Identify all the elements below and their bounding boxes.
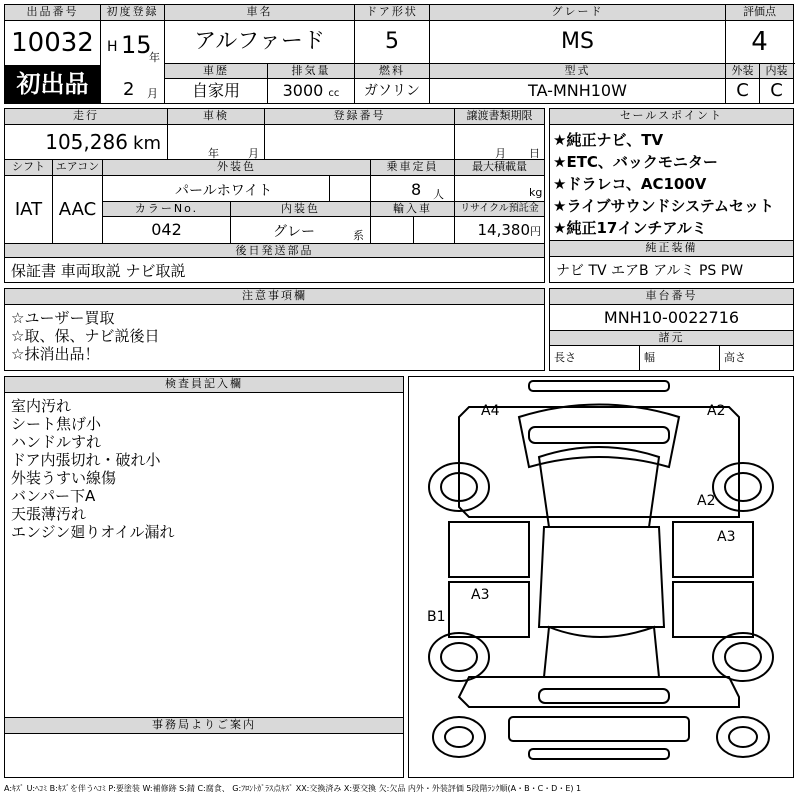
import-label: 輸入車: [371, 202, 455, 217]
capacity-unit: 人: [433, 188, 444, 201]
car-diagram-svg: [409, 377, 793, 777]
import-divider: [413, 217, 414, 243]
recycle-unit: 円: [530, 225, 541, 238]
mileage-label: 走行: [5, 109, 168, 125]
max-load-label: 最大積載量: [455, 160, 544, 176]
sales-point: ★純正ナビ、TV: [553, 131, 664, 149]
ext-color-value: パールホワイト: [175, 183, 273, 199]
chassis-value: MNH10-0022716: [550, 305, 793, 331]
lot-badge: 初出品: [5, 65, 101, 103]
mileage-value: 105,286: [45, 130, 128, 154]
sales-point: ★ドラレコ、AC100V: [553, 175, 707, 193]
history-value: 自家用: [165, 79, 268, 103]
chassis-block: [549, 288, 794, 371]
int-color-value: グレー: [273, 224, 315, 240]
header-block: [4, 4, 794, 104]
import-cell: [371, 217, 455, 243]
displacement-cell: [268, 79, 355, 103]
score-ext-label: 外装: [726, 64, 760, 79]
score-label: 評価点: [726, 5, 793, 21]
note-item: ☆取、保、ナビ説後日: [11, 327, 160, 345]
capacity-cell: [371, 176, 455, 202]
grade-value: MS: [430, 21, 726, 63]
mileage-cell: [5, 125, 168, 159]
sales-point: ★純正17インチアルミ: [553, 219, 707, 237]
capacity-value: 8: [411, 180, 422, 199]
door-value: 5: [355, 21, 430, 63]
shift-value: IAT: [5, 176, 53, 243]
car-name-value: アルファード: [165, 21, 355, 63]
inspector-item: ドア内張切れ・破れ小: [11, 451, 161, 469]
fuel-value: ガソリン: [355, 79, 430, 103]
score-int-value: C: [770, 80, 783, 101]
displacement-label: 排気量: [268, 64, 355, 79]
spec-height: 高さ: [724, 351, 746, 364]
first-reg-month-unit: 月: [147, 87, 158, 100]
damage-mark: A2: [707, 403, 726, 419]
transfer-cell: [455, 125, 544, 159]
sales-point: ★ETC、バックモニター: [553, 153, 718, 171]
damage-mark: A2: [697, 493, 716, 509]
inspection-year-unit: 年: [208, 147, 219, 159]
shift-label: シフト: [5, 160, 53, 176]
door-label: ドア形状: [355, 5, 430, 21]
chassis-label: 車台番号: [550, 289, 793, 305]
grade-label: グレード: [430, 5, 726, 21]
recycle-label: リサイクル預託金: [455, 202, 544, 217]
sales-point: ★ライブサウンドシステムセット: [553, 197, 775, 215]
color-no-value: 042: [103, 217, 231, 243]
color-no-label: カラーNo.: [103, 202, 231, 217]
int-color-label: 内装色: [231, 202, 371, 217]
transfer-day-unit: 日: [529, 147, 540, 159]
score-int-label: 内装: [760, 64, 793, 79]
first-reg-year-cell: [101, 21, 165, 65]
recycle-cell: [455, 217, 544, 243]
int-color-cell: [231, 217, 371, 243]
car-name-label: 車名: [165, 5, 355, 21]
specs-label: 諸元: [550, 331, 793, 346]
history-label: 車歴: [165, 64, 268, 79]
inspector-block: [4, 376, 404, 718]
max-load-unit: kg: [529, 186, 543, 199]
model-value: TA-MNH10W: [430, 79, 726, 103]
legend: A:ｷｽﾞ U:ﾍｺﾐ B:ｷｽﾞを伴うﾍｺﾐ P:要塗装 W:補修跡 S:錆 C:腐食、 G:ﾌﾛﾝﾄｶﾞﾗｽ点ｷｽﾞ XX:交換済み X:要交換 欠:欠品 内外・外装評価 5段階ﾗﾝｸ順(A・B・C・D・E) 1: [4, 784, 582, 793]
inspection-month-unit: 月: [248, 147, 259, 159]
displacement-unit: cc: [328, 88, 340, 99]
max-load-cell: [455, 176, 544, 202]
ext-color-divider: [329, 176, 330, 202]
later-docs-label: 後日発送部品: [5, 243, 544, 258]
displacement-value: 3000: [282, 81, 324, 100]
office-label: 事務局よりご案内: [5, 718, 403, 734]
sales-points-list: [553, 129, 793, 239]
ext-color-cell: [103, 176, 371, 202]
inspector-item: シート焦げ小: [11, 415, 102, 433]
damage-mark: B1: [427, 609, 446, 625]
aircon-value: AAC: [53, 176, 103, 243]
inspector-item: バンパー下A: [11, 487, 96, 505]
note-item: ☆抹消出品！: [11, 345, 100, 363]
first-reg-year-unit: 年: [149, 51, 160, 64]
fuel-label: 燃料: [355, 64, 430, 79]
ext-color-label: 外装色: [103, 160, 371, 176]
damage-mark: A4: [481, 403, 500, 419]
first-reg-month-cell: [101, 65, 165, 103]
score-ext-value: C: [726, 79, 760, 103]
lot-label: 出品番号: [5, 5, 101, 21]
transfer-month-unit: 月: [495, 147, 506, 159]
inspection-cell: [168, 125, 265, 159]
score-value: 4: [751, 27, 768, 57]
spec-length: 長さ: [550, 346, 640, 370]
equipment-block: [549, 240, 794, 283]
inspector-item: 室内汚れ: [11, 397, 72, 415]
mileage-unit: km: [133, 133, 161, 154]
inspection-label: 車検: [168, 109, 265, 125]
capacity-label: 乗車定員: [371, 160, 455, 176]
later-docs-value: 保証書 車両取説 ナビ取説: [11, 262, 186, 280]
later-docs-box: [4, 257, 545, 283]
damage-mark: A3: [471, 587, 490, 603]
notes-label: 注意事項欄: [5, 289, 544, 305]
first-reg-label: 初度登録: [101, 5, 165, 21]
sales-points-block: [549, 108, 794, 241]
equipment-value: ナビ TV エアB アルミ PS PW: [556, 263, 744, 279]
inspector-item: ハンドルすれ: [11, 433, 102, 451]
reg-no-cell: [265, 125, 455, 159]
notes-list: [11, 309, 531, 369]
inspector-list: [11, 397, 401, 697]
inspector-item: 天張薄汚れ: [11, 505, 87, 523]
inspector-item: エンジン廻りオイル漏れ: [11, 523, 175, 541]
lot-number: 10032: [5, 21, 101, 65]
reg-no-label: 登録番号: [265, 109, 455, 125]
inspector-item: 外装うすい線傷: [11, 469, 117, 487]
first-reg-era: H: [107, 39, 118, 55]
recycle-value: 14,380: [477, 221, 530, 239]
transfer-label: 譲渡書類期限: [455, 109, 544, 125]
note-item: ☆ユーザー買取: [11, 309, 115, 327]
sales-points-label: セールスポイント: [550, 109, 793, 125]
first-reg-year: 15: [121, 31, 152, 59]
details-block: [4, 108, 545, 258]
car-diagram: [408, 376, 794, 778]
office-block: [4, 717, 404, 778]
first-reg-month: 2: [123, 79, 135, 100]
equipment-label: 純正装備: [550, 241, 793, 257]
spec-width: 幅: [640, 346, 720, 370]
int-color-unit: 系: [353, 229, 364, 242]
model-label: 型式: [430, 64, 726, 79]
aircon-label: エアコン: [53, 160, 103, 176]
notes-block: [4, 288, 545, 371]
damage-mark: A3: [717, 529, 736, 545]
inspector-label: 検査員記入欄: [5, 377, 403, 393]
